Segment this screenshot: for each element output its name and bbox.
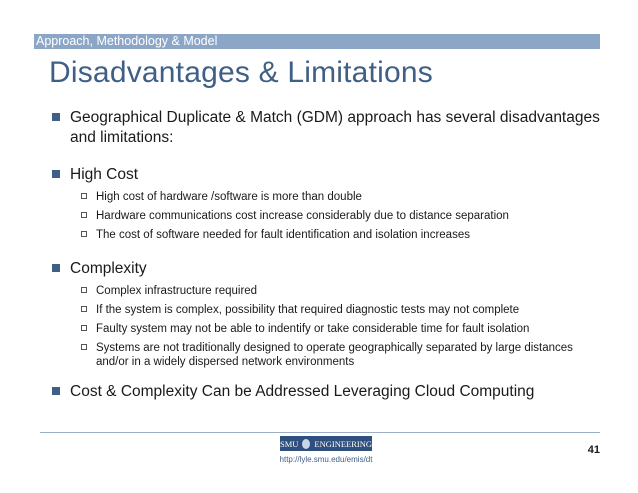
intro-bullet [40, 108, 600, 148]
intro-text: Geographical Duplicate & Match (GDM) approach has several disadvantages and limitations: [70, 109, 600, 146]
complexity-item [40, 303, 600, 317]
square-bullet-icon [52, 170, 60, 178]
footer-url: http://lyle.smu.edu/emis/dt [279, 455, 373, 464]
box-bullet-icon [81, 344, 87, 350]
box-bullet-icon [81, 306, 87, 312]
complexity-item-text: Faulty system may not be able to indentify or take considerable time for fault isolation [96, 323, 530, 335]
footer-divider [40, 432, 600, 433]
high-cost-heading: High Cost [70, 166, 139, 183]
square-bullet-icon [52, 387, 60, 395]
complexity-item-text: If the system is complex, possibility that required diagnostic tests may not complete [96, 304, 520, 316]
high-cost-item-text: The cost of software needed for fault identification and isolation increases [96, 229, 470, 241]
high-cost-item [40, 190, 600, 204]
logo-left-text: SMU [280, 438, 299, 449]
complexity-item-text: Complex infrastructure required [96, 285, 258, 297]
square-bullet-icon [52, 113, 60, 121]
slide-content [40, 108, 600, 402]
high-cost-item [40, 209, 600, 223]
high-cost-item-text: High cost of hardware /software is more than double [96, 191, 362, 203]
box-bullet-icon [81, 212, 87, 218]
conclusion-bullet [40, 382, 600, 402]
complexity-item [40, 322, 600, 336]
slide-title: Disadvantages & Limitations [49, 56, 433, 89]
complexity-heading: Complexity [70, 260, 147, 277]
high-cost-item [40, 228, 600, 242]
complexity-item [40, 341, 600, 369]
seal-icon [302, 439, 310, 449]
box-bullet-icon [81, 287, 87, 293]
box-bullet-icon [81, 193, 87, 199]
conclusion-text: Cost & Complexity Can be Addressed Leveraging Cloud Computing [70, 383, 535, 400]
complexity-item [40, 284, 600, 298]
page-number: 41 [587, 444, 600, 456]
box-bullet-icon [81, 325, 87, 331]
complexity-item-text: Systems are not traditionally designed to operate geographically separated by large distances and/or in a widely dispersed network environments [96, 342, 573, 368]
complexity-bullet [40, 259, 600, 279]
square-bullet-icon [52, 264, 60, 272]
section-header: Approach, Methodology & Model [34, 34, 600, 49]
high-cost-item-text: Hardware communications cost increase considerably due to distance separation [96, 210, 509, 222]
logo-right-text: ENGINEERING [314, 438, 372, 449]
smu-engineering-logo [280, 436, 372, 451]
box-bullet-icon [81, 231, 87, 237]
high-cost-bullet [40, 165, 600, 185]
